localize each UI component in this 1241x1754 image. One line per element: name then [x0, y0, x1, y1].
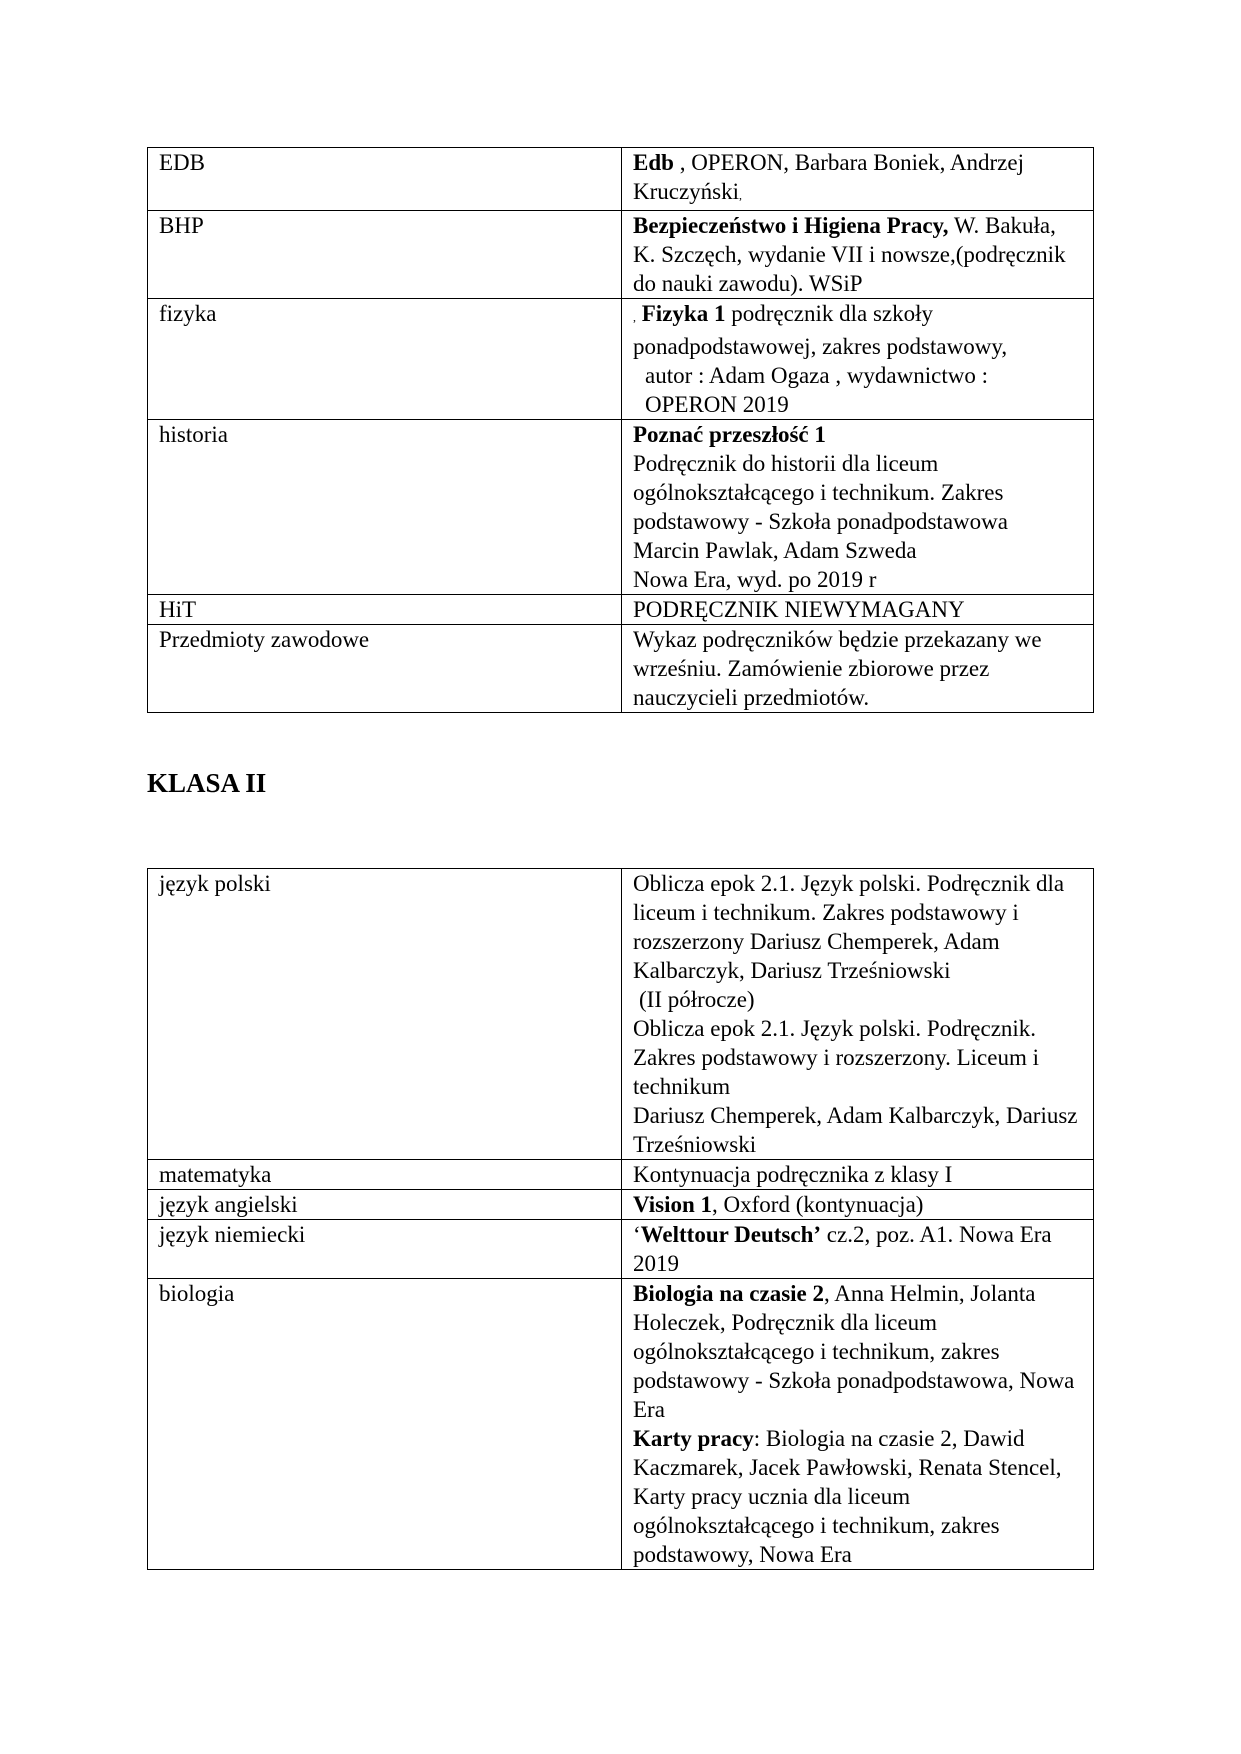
subject-cell: BHP — [148, 211, 622, 299]
book-authors: Dariusz Chemperek, Adam Kalbarczyk, Dariusz Trześniowski — [633, 1103, 1078, 1157]
textbook-cell — [622, 148, 1094, 211]
textbook-cell — [622, 1190, 1094, 1220]
book-details: , Oxford (kontynuacja) — [712, 1192, 924, 1217]
book-author: autor : Adam Ogaza , wydawnictwo : OPERON 2019 — [645, 363, 988, 417]
book-lead: ‘ — [633, 1222, 641, 1247]
book-entry: Oblicza epok 2.1. Język polski. Podręcznik dla liceum i technikum. Zakres podstawowy i rozszerzony Dariusz Chemperek, Adam Kalbarczyk, Dariusz Trześniowski — [633, 871, 1065, 983]
table-row — [148, 1160, 1094, 1190]
table-row — [148, 1279, 1094, 1570]
book-title: Bezpieczeństwo i Higiena Pracy, — [633, 213, 949, 238]
book-details: W. Bakuła, K. Szczęch, wydanie VII i nowsze,(podręcznik do nauki zawodu). WSiP — [633, 213, 1066, 296]
subject-cell: fizyka — [148, 299, 622, 420]
book-title: Fizyka 1 — [641, 301, 726, 326]
book-description: Podręcznik do historii dla liceum ogólnokształcącego i technikum. Zakres podstawowy - Szkoła ponadpodstawowa — [633, 451, 1008, 534]
workbook-title: Karty pracy — [633, 1426, 754, 1451]
book-details: , OPERON, Barbara Boniek, Andrzej Kruczyński — [633, 150, 1024, 204]
table-row — [148, 420, 1094, 595]
table-row — [148, 1190, 1094, 1220]
book-details: podręcznik dla szkoły ponadpodstawowej, zakres podstawowy, — [633, 301, 1008, 359]
subject-cell: język angielski — [148, 1190, 622, 1220]
subject-cell: matematyka — [148, 1160, 622, 1190]
book-title: Welttour Deutsch’ — [640, 1222, 822, 1247]
textbook-cell — [622, 1220, 1094, 1279]
table-row — [148, 869, 1094, 1160]
table-row — [148, 1220, 1094, 1279]
textbook-cell: Kontynuacja podręcznika z klasy I — [622, 1160, 1094, 1190]
book-entry — [633, 1424, 1083, 1569]
book-entry — [633, 1279, 1083, 1424]
book-authors: Marcin Pawlak, Adam Szweda — [633, 538, 917, 563]
book-details-tail: , — [739, 188, 743, 202]
textbook-cell — [622, 869, 1094, 1160]
book-title: Edb — [633, 150, 674, 175]
subject-cell: HiT — [148, 595, 622, 625]
book-semester: (II półrocze) — [639, 987, 755, 1012]
subject-cell: historia — [148, 420, 622, 595]
table-row — [148, 299, 1094, 420]
book-entry: Oblicza epok 2.1. Język polski. Podręcznik. Zakres podstawowy i rozszerzony. Liceum i technikum — [633, 1016, 1039, 1099]
subject-cell: Przedmioty zawodowe — [148, 625, 622, 713]
book-lead: , — [633, 310, 636, 324]
table-row — [148, 148, 1094, 211]
table-row — [148, 211, 1094, 299]
textbook-cell — [622, 420, 1094, 595]
book-title: Vision 1 — [633, 1192, 713, 1217]
textbook-cell — [622, 299, 1094, 420]
subject-cell: biologia — [148, 1279, 622, 1570]
book-title: Poznać przeszłość 1 — [633, 422, 826, 447]
textbook-cell: PODRĘCZNIK NIEWYMAGANY — [622, 595, 1094, 625]
textbook-cell: Wykaz podręczników będzie przekazany we wrześniu. Zamówienie zbiorowe przez nauczycieli przedmiotów. — [622, 625, 1094, 713]
book-title: Biologia na czasie 2 — [633, 1281, 825, 1306]
book-details: cz.2, poz. A1. Nowa Era 2019 — [633, 1222, 1052, 1276]
workbook-details: : Biologia na czasie 2, Dawid Kaczmarek, Jacek Pawłowski, Renata Stencel, Karty pracy ucznia dla liceum ogólnokształcącego i technikum, zakres podstawowy, Nowa Era — [633, 1426, 1062, 1567]
section-heading: KLASA II — [147, 768, 267, 798]
table-row — [148, 625, 1094, 713]
textbook-table-1 — [147, 147, 1094, 713]
textbook-table-2 — [147, 868, 1094, 1570]
subject-cell: język polski — [148, 869, 622, 1160]
subject-cell: język niemiecki — [148, 1220, 622, 1279]
subject-cell: EDB — [148, 148, 622, 211]
textbook-cell — [622, 1279, 1094, 1570]
textbook-cell — [622, 211, 1094, 299]
book-details: , Anna Helmin, Jolanta Holeczek, Podręcznik dla liceum ogólnokształcącego i technikum, zakres podstawowy - Szkoła ponadpodstawowa, Nowa Era — [633, 1281, 1075, 1422]
book-publisher: Nowa Era, wyd. po 2019 r — [633, 567, 877, 592]
table-row — [148, 595, 1094, 625]
